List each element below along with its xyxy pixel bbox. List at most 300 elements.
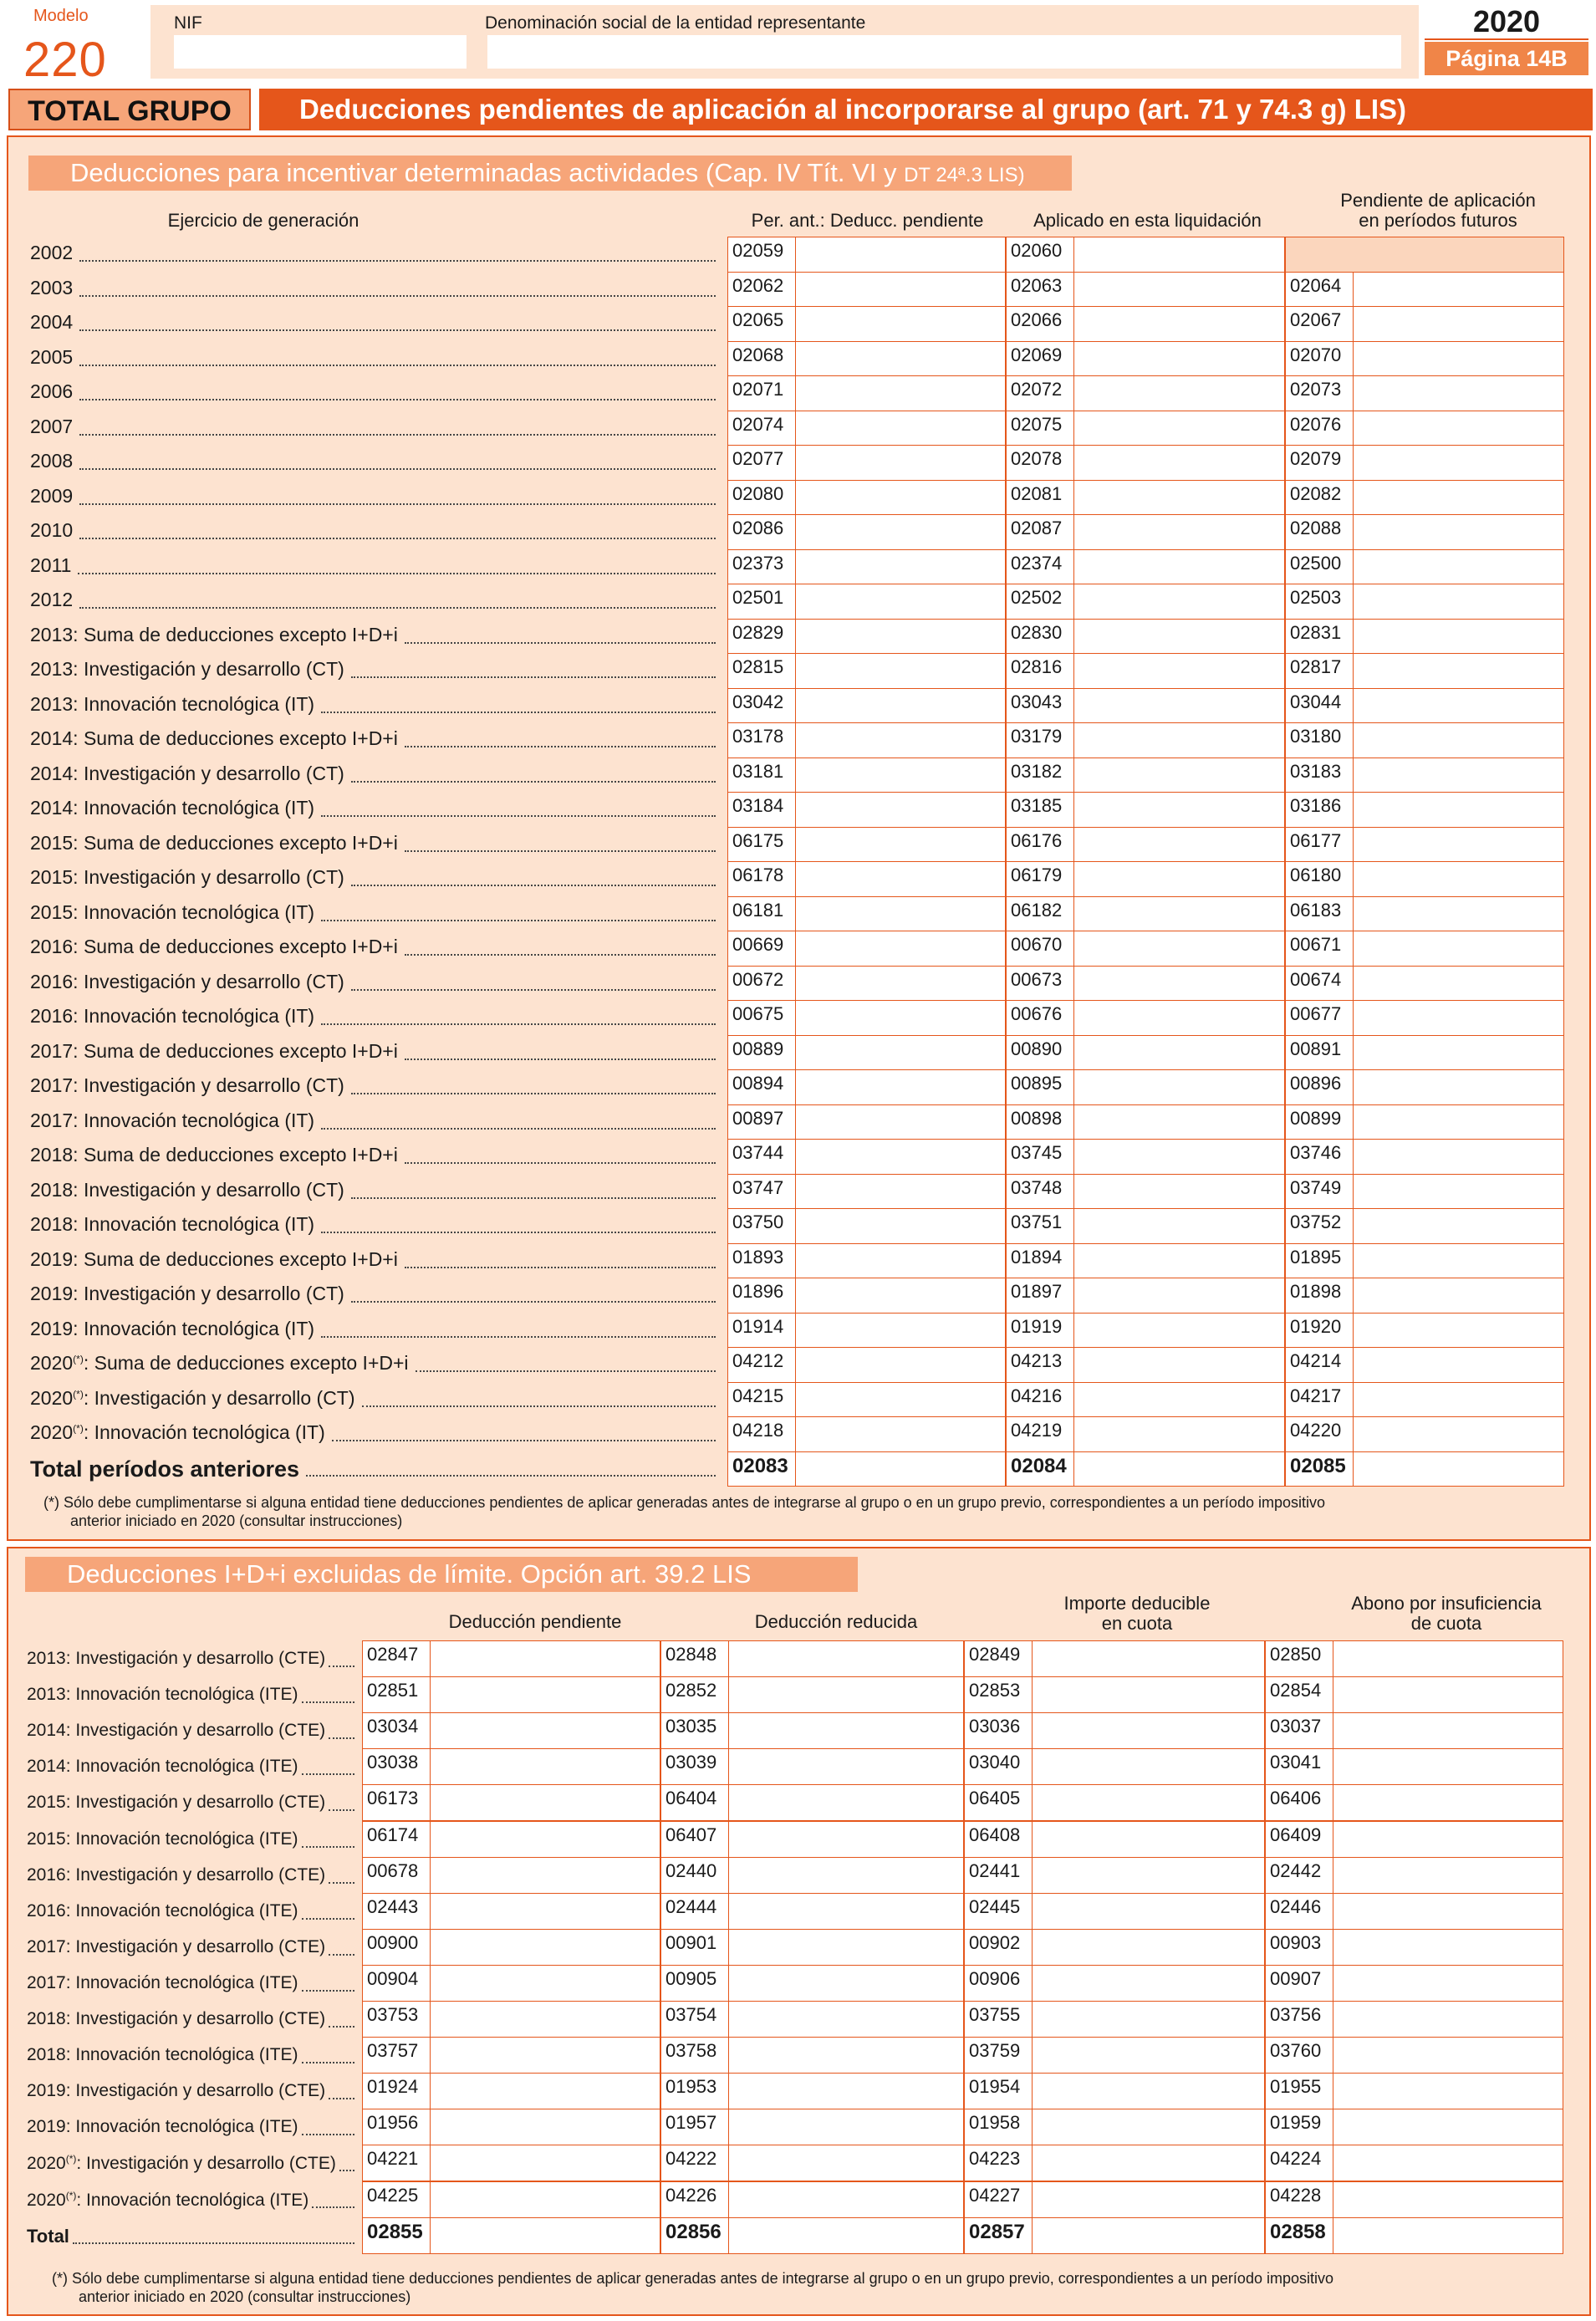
dot-leader <box>302 2134 354 2135</box>
box-code: 06174 <box>367 1824 419 1845</box>
total-cell[interactable] <box>964 2217 1265 2254</box>
box-code: 00904 <box>367 1967 419 1989</box>
amount-field[interactable] <box>964 2145 1265 2181</box>
box-code: 01958 <box>969 2112 1021 2134</box>
box-separator <box>795 1314 796 1348</box>
amount-field[interactable] <box>727 931 1006 967</box>
amount-field[interactable] <box>1006 722 1285 758</box>
box-code: 02069 <box>1011 344 1063 365</box>
amount-field[interactable] <box>1285 653 1564 689</box>
amount-field[interactable] <box>727 1139 1006 1175</box>
amount-field[interactable] <box>660 1821 964 1858</box>
amount-field[interactable] <box>727 1382 1006 1418</box>
box-code: 03754 <box>665 2004 717 2025</box>
amount-field[interactable] <box>1285 1104 1564 1140</box>
amount-field[interactable] <box>362 2037 660 2074</box>
amount-field[interactable] <box>1265 1821 1563 1858</box>
total-cell[interactable] <box>1006 1451 1285 1487</box>
amount-field[interactable] <box>1285 1139 1564 1175</box>
box-separator <box>1073 967 1074 1001</box>
dot-leader <box>405 1058 716 1060</box>
amount-field[interactable] <box>362 1965 660 2002</box>
amount-field[interactable] <box>1006 1278 1285 1314</box>
amount-field[interactable] <box>1265 2145 1563 2181</box>
amount-field[interactable] <box>1006 1382 1285 1418</box>
amount-field[interactable] <box>362 1893 660 1930</box>
box-separator <box>430 2218 431 2253</box>
box-separator <box>430 2109 431 2145</box>
amount-field[interactable] <box>1006 1243 1285 1279</box>
box-separator <box>430 1713 431 1748</box>
amount-field[interactable] <box>964 1965 1265 2002</box>
box-code: 03179 <box>1011 726 1063 747</box>
box-separator <box>795 515 796 549</box>
amount-field[interactable] <box>362 2073 660 2109</box>
amount-field[interactable] <box>1285 272 1564 308</box>
amount-field[interactable] <box>1285 722 1564 758</box>
amount-field[interactable] <box>362 2181 660 2218</box>
dot-leader <box>405 1162 716 1164</box>
amount-field[interactable] <box>1285 1174 1564 1210</box>
box-separator <box>1032 1822 1033 1857</box>
amount-field[interactable] <box>964 2073 1265 2109</box>
amount-field <box>1285 237 1564 273</box>
box-code: 00900 <box>367 1931 419 1953</box>
row-label: 2010 <box>30 519 74 541</box>
total-row-label: Total períodos anteriores <box>30 1456 300 1482</box>
box-code: 06179 <box>1011 865 1063 885</box>
total-cell[interactable] <box>727 1451 1006 1487</box>
amount-field[interactable] <box>1285 896 1564 932</box>
amount-field[interactable] <box>964 2001 1265 2038</box>
dot-leader <box>79 538 716 539</box>
box-separator <box>1073 897 1074 931</box>
box-code: 03037 <box>1270 1716 1322 1737</box>
box-code: 03749 <box>1290 1176 1342 1198</box>
amount-field[interactable] <box>660 2109 964 2145</box>
amount-field[interactable] <box>362 2109 660 2145</box>
amount-field[interactable] <box>964 1640 1265 1677</box>
amount-field[interactable] <box>660 1857 964 1894</box>
box-separator <box>795 376 796 411</box>
amount-field[interactable] <box>727 1069 1006 1105</box>
amount-field[interactable] <box>964 2109 1265 2145</box>
amount-field[interactable] <box>1285 966 1564 1002</box>
amount-field[interactable] <box>1285 758 1564 793</box>
amount-field[interactable] <box>362 1712 660 1749</box>
amount-field[interactable] <box>1265 1676 1563 1713</box>
amount-field[interactable] <box>660 1893 964 1930</box>
dot-leader <box>302 1846 354 1848</box>
amount-field[interactable] <box>1006 341 1285 377</box>
amount-field[interactable] <box>1285 792 1564 828</box>
amount-field[interactable] <box>1006 480 1285 516</box>
amount-field[interactable] <box>1285 619 1564 655</box>
row-label: 2016: Investigación y desarrollo (CTE) <box>27 1864 326 1885</box>
amount-field[interactable] <box>660 2001 964 2038</box>
amount-field[interactable] <box>1285 861 1564 897</box>
amount-field[interactable] <box>1006 1104 1285 1140</box>
row-label: 2011 <box>30 553 72 576</box>
box-code: 02857 <box>969 2220 1025 2243</box>
section1-title-small: DT 24ª.3 LIS) <box>904 164 1025 186</box>
amount-field[interactable] <box>1006 445 1285 481</box>
amount-field[interactable] <box>660 1748 964 1785</box>
row-label: 2017: Investigación y desarrollo (CT) <box>30 1074 344 1096</box>
amount-field[interactable] <box>727 341 1006 377</box>
denominacion-input[interactable] <box>487 35 1401 69</box>
box-code: 03748 <box>1011 1176 1063 1198</box>
box-code: 00889 <box>732 1038 784 1059</box>
dot-leader <box>306 1475 716 1477</box>
box-separator <box>1353 1036 1354 1070</box>
dot-leader <box>351 1301 716 1303</box>
amount-field[interactable] <box>660 1929 964 1966</box>
box-code: 06178 <box>732 865 784 885</box>
box-code: 02847 <box>367 1644 419 1665</box>
amount-field[interactable] <box>1285 1035 1564 1071</box>
amount-field[interactable] <box>1285 584 1564 620</box>
box-code: 01898 <box>1290 1281 1342 1302</box>
box-code: 03186 <box>1290 795 1342 816</box>
amount-field[interactable] <box>1265 1893 1563 1930</box>
amount-field[interactable] <box>1265 1965 1563 2002</box>
amount-field[interactable] <box>964 1821 1265 1858</box>
amount-field[interactable] <box>1006 549 1285 585</box>
amount-field[interactable] <box>727 722 1006 758</box>
amount-field[interactable] <box>1006 1069 1285 1105</box>
amount-field[interactable] <box>964 1857 1265 1894</box>
amount-field[interactable] <box>727 480 1006 516</box>
amount-field[interactable] <box>727 584 1006 620</box>
page-badge: Página 14B <box>1425 42 1588 75</box>
amount-field[interactable] <box>964 2181 1265 2218</box>
amount-field[interactable] <box>1265 1748 1563 1785</box>
amount-field[interactable] <box>727 1243 1006 1279</box>
section2-note-1: (*) Sólo debe cumplimentarse si alguna entidad tiene deducciones pendientes de aplicar generadas antes de integrarse al grupo o en un grupo previo, correspondientes a un período impositivo <box>52 2270 1333 2287</box>
amount-field[interactable] <box>1265 2037 1563 2074</box>
amount-field[interactable] <box>1285 480 1564 516</box>
amount-field[interactable] <box>964 2037 1265 2074</box>
amount-field[interactable] <box>660 2145 964 2181</box>
amount-field[interactable] <box>964 1712 1265 1749</box>
box-separator <box>1073 550 1074 584</box>
amount-field[interactable] <box>1006 827 1285 863</box>
col2-abono-line2: de cuota <box>1410 1613 1482 1634</box>
amount-field[interactable] <box>727 1208 1006 1244</box>
box-code: 02073 <box>1290 379 1342 400</box>
amount-field[interactable] <box>1006 758 1285 793</box>
amount-field[interactable] <box>1265 1929 1563 1966</box>
amount-field[interactable] <box>1006 1174 1285 1210</box>
amount-field[interactable] <box>727 688 1006 724</box>
box-separator <box>1353 376 1354 411</box>
box-code: 00671 <box>1290 934 1342 955</box>
amount-field[interactable] <box>1265 1712 1563 1749</box>
box-separator <box>1073 862 1074 896</box>
amount-field[interactable] <box>1285 514 1564 550</box>
dot-leader <box>351 676 716 678</box>
amount-field[interactable] <box>1285 1278 1564 1314</box>
box-separator <box>1353 515 1354 549</box>
col-futuros-line2: en períodos futuros <box>1359 210 1517 231</box>
box-separator <box>1032 1930 1033 1965</box>
box-separator <box>1073 828 1074 862</box>
amount-field[interactable] <box>1006 931 1285 967</box>
box-separator <box>795 481 796 515</box>
amount-field[interactable] <box>1006 514 1285 550</box>
total-cell[interactable] <box>1285 1451 1564 1487</box>
amount-field[interactable] <box>660 2073 964 2109</box>
row-label: 2019: Innovación tecnológica (IT) <box>30 1317 315 1339</box>
amount-field[interactable] <box>727 619 1006 655</box>
row-label: 2015: Innovación tecnológica (ITE) <box>27 1829 298 1849</box>
box-code: 04219 <box>1011 1420 1063 1441</box>
amount-field[interactable] <box>1285 1000 1564 1036</box>
row-label: 2020(*): Innovación tecnológica (IT) <box>30 1421 325 1443</box>
amount-field[interactable] <box>660 1784 964 1821</box>
box-separator <box>1073 1278 1074 1313</box>
row-label: 2018: Suma de deducciones excepto I+D+i <box>30 1144 398 1166</box>
denominacion-label: Denominación social de la entidad representante <box>485 13 866 33</box>
amount-field[interactable] <box>660 2181 964 2218</box>
amount-field[interactable] <box>727 514 1006 550</box>
dot-leader <box>405 746 716 747</box>
box-code: 04224 <box>1270 2148 1322 2170</box>
amount-field[interactable] <box>727 653 1006 689</box>
amount-field[interactable] <box>727 1416 1006 1452</box>
amount-field[interactable] <box>362 2001 660 2038</box>
amount-field[interactable] <box>362 1676 660 1713</box>
amount-field[interactable] <box>1006 272 1285 308</box>
amount-field[interactable] <box>1285 931 1564 967</box>
box-separator <box>795 342 796 376</box>
dot-leader <box>329 2098 354 2099</box>
dot-leader <box>302 1990 354 1992</box>
amount-field[interactable] <box>660 1712 964 1749</box>
dot-leader <box>329 1954 354 1956</box>
amount-field[interactable] <box>362 1821 660 1858</box>
dot-leader <box>312 2206 354 2208</box>
row-label: 2020(*): Investigación y desarrollo (CT) <box>30 1386 355 1409</box>
total-grupo-badge: TOTAL GRUPO <box>8 89 251 130</box>
box-separator <box>795 793 796 827</box>
amount-field[interactable] <box>362 1929 660 1966</box>
amount-field[interactable] <box>1006 411 1285 446</box>
amount-field[interactable] <box>727 827 1006 863</box>
box-separator <box>1073 342 1074 376</box>
amount-field[interactable] <box>1006 966 1285 1002</box>
dot-leader <box>321 1128 716 1130</box>
row-label: 2005 <box>30 345 74 368</box>
box-separator <box>1353 862 1354 896</box>
amount-field[interactable] <box>1006 1313 1285 1349</box>
amount-field[interactable] <box>727 272 1006 308</box>
amount-field[interactable] <box>964 1676 1265 1713</box>
amount-field[interactable] <box>727 1347 1006 1383</box>
box-code: 00902 <box>969 1931 1021 1953</box>
amount-field[interactable] <box>1006 1416 1285 1452</box>
amount-field[interactable] <box>362 1784 660 1821</box>
amount-field[interactable] <box>1006 1347 1285 1383</box>
amount-field[interactable] <box>1006 375 1285 411</box>
box-separator <box>728 1677 729 1712</box>
amount-field[interactable] <box>727 237 1006 273</box>
box-separator <box>1353 411 1354 446</box>
amount-field[interactable] <box>1265 1857 1563 1894</box>
amount-field[interactable] <box>1265 2109 1563 2145</box>
box-separator <box>430 1822 431 1857</box>
box-code: 01953 <box>665 2076 717 2098</box>
amount-field[interactable] <box>727 1174 1006 1210</box>
row-label: 2015: Investigación y desarrollo (CT) <box>30 866 344 888</box>
box-separator <box>1032 2109 1033 2145</box>
box-code: 02856 <box>665 2220 722 2243</box>
box-separator <box>430 2002 431 2037</box>
box-separator <box>1353 481 1354 515</box>
row-label: 2004 <box>30 311 74 333</box>
amount-field[interactable] <box>1285 1243 1564 1279</box>
nif-input[interactable] <box>174 35 467 69</box>
amount-field[interactable] <box>1006 896 1285 932</box>
amount-field[interactable] <box>1285 375 1564 411</box>
box-separator <box>795 828 796 862</box>
box-separator <box>795 550 796 584</box>
amount-field[interactable] <box>1285 1208 1564 1244</box>
year-badge: 2020 <box>1425 5 1588 40</box>
amount-field[interactable] <box>1285 445 1564 481</box>
box-code: 00676 <box>1011 1003 1063 1024</box>
box-separator <box>1353 550 1354 584</box>
col2-abono-line1: Abono por insuficiencia <box>1351 1593 1542 1614</box>
amount-field[interactable] <box>727 758 1006 793</box>
box-separator <box>1032 1641 1033 1676</box>
amount-field[interactable] <box>727 1035 1006 1071</box>
dot-leader <box>351 1197 716 1199</box>
amount-field[interactable] <box>1265 1784 1563 1821</box>
amount-field[interactable] <box>1285 688 1564 724</box>
row-label: 2018: Investigación y desarrollo (CTE) <box>27 2009 326 2028</box>
amount-field[interactable] <box>1265 1640 1563 1677</box>
amount-field[interactable] <box>964 1784 1265 1821</box>
amount-field[interactable] <box>1006 619 1285 655</box>
box-code: 02084 <box>1011 1454 1067 1477</box>
amount-field[interactable] <box>362 1857 660 1894</box>
amount-field[interactable] <box>727 896 1006 932</box>
box-code: 01919 <box>1011 1315 1063 1337</box>
amount-field[interactable] <box>727 306 1006 342</box>
amount-field[interactable] <box>660 1640 964 1677</box>
amount-field[interactable] <box>1265 2001 1563 2038</box>
amount-field[interactable] <box>1006 584 1285 620</box>
amount-field[interactable] <box>964 1748 1265 1785</box>
amount-field[interactable] <box>1006 306 1285 342</box>
row-label: 2020(*): Investigación y desarrollo (CTE) <box>27 2153 336 2174</box>
amount-field[interactable] <box>1285 341 1564 377</box>
dot-leader <box>362 1405 716 1407</box>
amount-field[interactable] <box>1265 2181 1563 2218</box>
amount-field[interactable] <box>1006 1139 1285 1175</box>
amount-field[interactable] <box>727 1000 1006 1036</box>
dot-leader <box>321 920 716 921</box>
amount-field[interactable] <box>362 1748 660 1785</box>
box-code: 02062 <box>732 274 784 296</box>
total-cell[interactable] <box>362 2217 660 2254</box>
amount-field[interactable] <box>1285 1069 1564 1105</box>
box-code: 04226 <box>665 2184 717 2206</box>
amount-field[interactable] <box>1006 792 1285 828</box>
amount-field[interactable] <box>660 1676 964 1713</box>
box-code: 00672 <box>732 968 784 990</box>
amount-field[interactable] <box>1285 306 1564 342</box>
amount-field[interactable] <box>1006 1035 1285 1071</box>
amount-field[interactable] <box>1265 2073 1563 2109</box>
amount-field[interactable] <box>1006 688 1285 724</box>
box-separator <box>795 446 796 480</box>
box-separator <box>795 237 796 272</box>
amount-field[interactable] <box>362 2145 660 2181</box>
amount-field[interactable] <box>727 411 1006 446</box>
amount-field[interactable] <box>727 445 1006 481</box>
box-code: 01897 <box>1011 1281 1063 1302</box>
amount-field[interactable] <box>1285 1382 1564 1418</box>
amount-field[interactable] <box>727 861 1006 897</box>
amount-field[interactable] <box>1006 1000 1285 1036</box>
amount-field[interactable] <box>660 2037 964 2074</box>
box-separator <box>1353 273 1354 307</box>
amount-field[interactable] <box>1006 1208 1285 1244</box>
box-separator <box>1353 793 1354 827</box>
total-cell[interactable] <box>1265 2217 1563 2254</box>
amount-field[interactable] <box>727 1104 1006 1140</box>
amount-field[interactable] <box>362 1640 660 1677</box>
amount-field[interactable] <box>1285 411 1564 446</box>
amount-field[interactable] <box>1285 1313 1564 1349</box>
amount-field[interactable] <box>1285 549 1564 585</box>
box-separator <box>728 1713 729 1748</box>
amount-field[interactable] <box>1285 1416 1564 1452</box>
box-separator <box>795 897 796 931</box>
box-code: 02074 <box>732 413 784 435</box>
box-separator <box>795 931 796 966</box>
amount-field[interactable] <box>727 375 1006 411</box>
amount-field[interactable] <box>1285 1347 1564 1383</box>
amount-field[interactable] <box>727 1278 1006 1314</box>
box-code: 00897 <box>732 1107 784 1129</box>
box-separator <box>430 2038 431 2073</box>
amount-field[interactable] <box>964 1929 1265 1966</box>
amount-field[interactable] <box>1006 861 1285 897</box>
amount-field[interactable] <box>1285 827 1564 863</box>
amount-field[interactable] <box>727 1313 1006 1349</box>
box-code: 02068 <box>732 344 784 365</box>
amount-field[interactable] <box>727 792 1006 828</box>
amount-field[interactable] <box>1006 653 1285 689</box>
box-separator <box>795 1383 796 1417</box>
row-label: 2006 <box>30 380 74 402</box>
box-code: 06405 <box>969 1788 1021 1809</box>
amount-field[interactable] <box>727 549 1006 585</box>
dot-leader <box>329 1737 354 1739</box>
box-separator <box>1353 1278 1354 1313</box>
row-label: 2019: Innovación tecnológica (ITE) <box>27 2117 298 2137</box>
amount-field[interactable] <box>1006 237 1285 273</box>
amount-field[interactable] <box>964 1893 1265 1930</box>
total-cell[interactable] <box>660 2217 964 2254</box>
box-code: 03180 <box>1290 726 1342 747</box>
amount-field[interactable] <box>727 966 1006 1002</box>
amount-field[interactable] <box>660 1965 964 2002</box>
